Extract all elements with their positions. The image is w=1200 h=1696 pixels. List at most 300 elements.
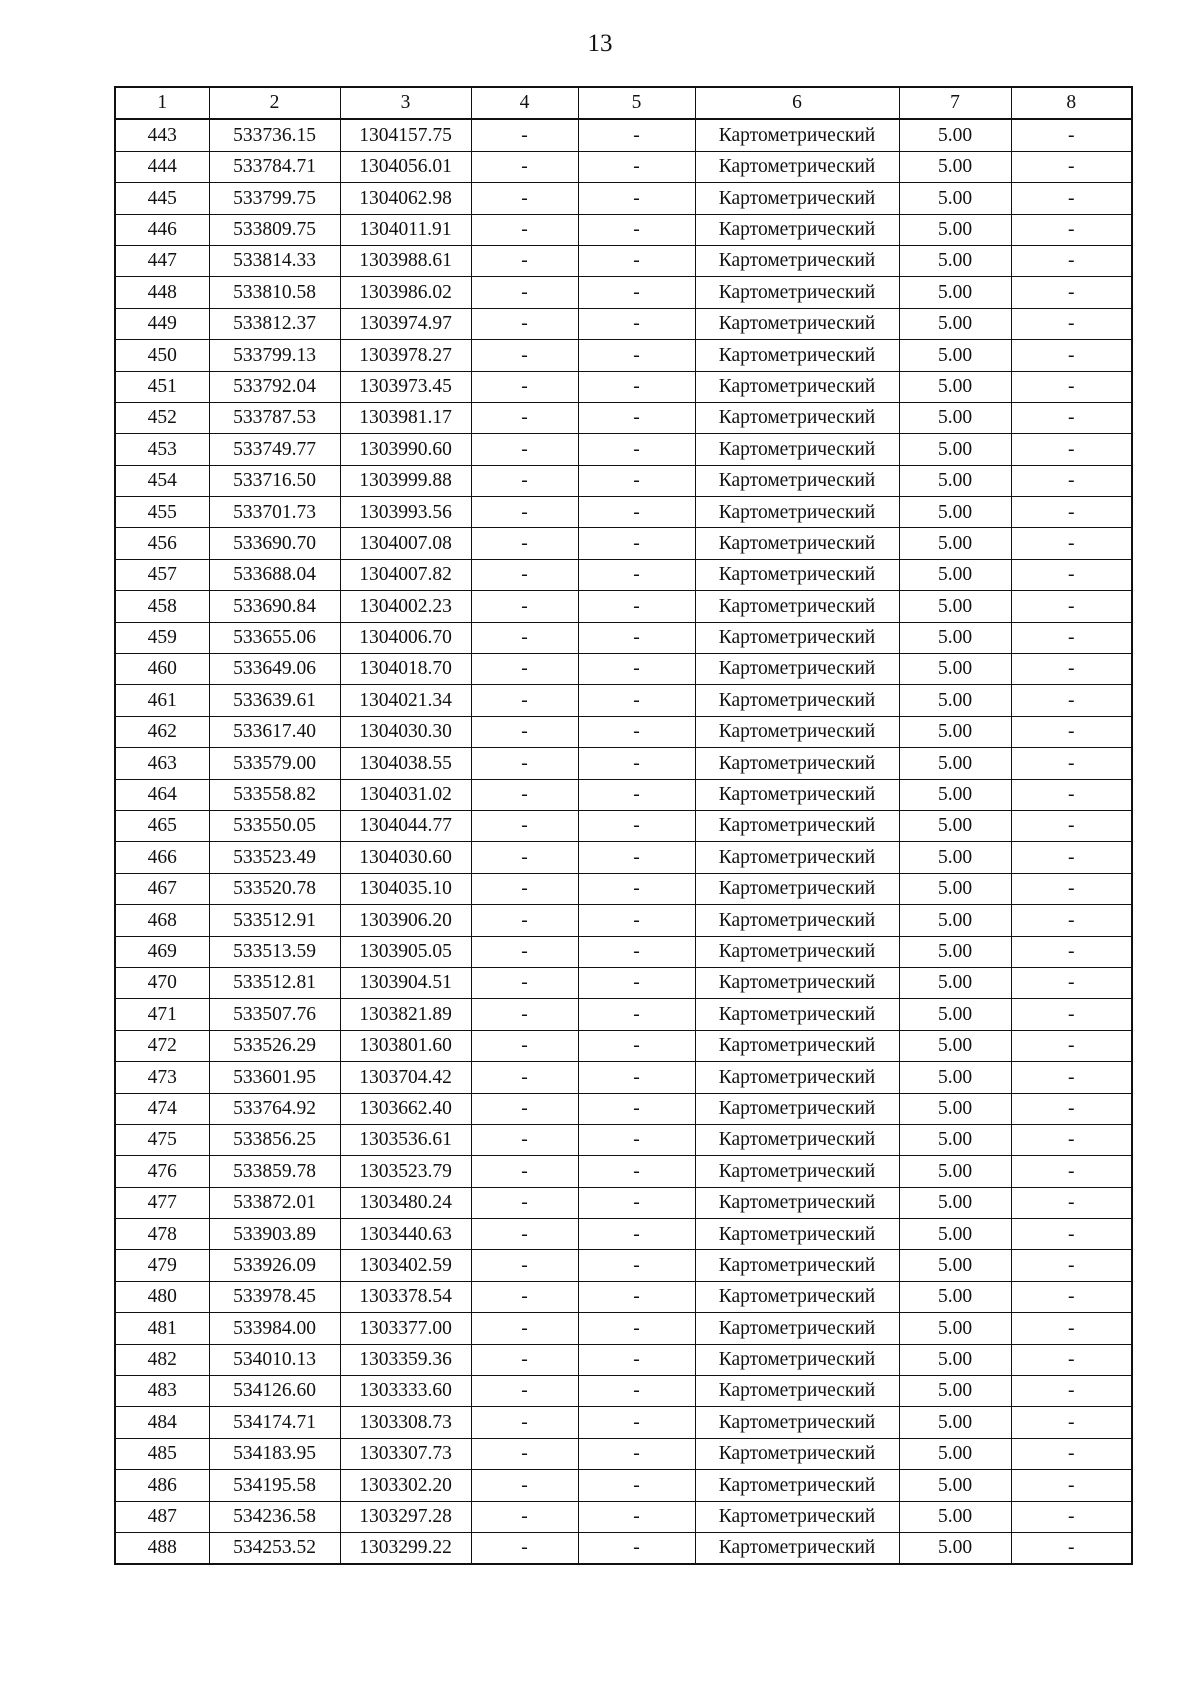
col5-cell: -	[578, 936, 695, 967]
method-cell: Картометрический	[695, 591, 899, 622]
col8-cell: -	[1011, 779, 1132, 810]
method-cell: Картометрический	[695, 1187, 899, 1218]
y-coordinate-cell: 1304056.01	[340, 151, 471, 182]
point-number-cell: 452	[115, 402, 209, 433]
point-number-cell: 473	[115, 1062, 209, 1093]
col5-cell: -	[578, 748, 695, 779]
col5-cell: -	[578, 905, 695, 936]
col4-cell: -	[471, 685, 578, 716]
col5-cell: -	[578, 1407, 695, 1438]
x-coordinate-cell: 533856.25	[209, 1124, 340, 1155]
col5-cell: -	[578, 810, 695, 841]
accuracy-cell: 5.00	[899, 340, 1011, 371]
method-cell: Картометрический	[695, 308, 899, 339]
y-coordinate-cell: 1304006.70	[340, 622, 471, 653]
col4-cell: -	[471, 245, 578, 276]
column-header: 8	[1011, 87, 1132, 119]
y-coordinate-cell: 1303377.00	[340, 1313, 471, 1344]
x-coordinate-cell: 534236.58	[209, 1501, 340, 1532]
table-row	[115, 1062, 1132, 1093]
y-coordinate-cell: 1303978.27	[340, 340, 471, 371]
accuracy-cell: 5.00	[899, 119, 1011, 151]
method-cell: Картометрический	[695, 1062, 899, 1093]
method-cell: Картометрический	[695, 1407, 899, 1438]
y-coordinate-cell: 1303662.40	[340, 1093, 471, 1124]
col4-cell: -	[471, 716, 578, 747]
col4-cell: -	[471, 1156, 578, 1187]
method-cell: Картометрический	[695, 873, 899, 904]
y-coordinate-cell: 1303906.20	[340, 905, 471, 936]
col8-cell: -	[1011, 748, 1132, 779]
point-number-cell: 467	[115, 873, 209, 904]
x-coordinate-cell: 533787.53	[209, 402, 340, 433]
accuracy-cell: 5.00	[899, 779, 1011, 810]
col8-cell: -	[1011, 967, 1132, 998]
method-cell: Картометрический	[695, 1313, 899, 1344]
x-coordinate-cell: 533809.75	[209, 214, 340, 245]
col8-cell: -	[1011, 119, 1132, 151]
point-number-cell: 459	[115, 622, 209, 653]
method-cell: Картометрический	[695, 528, 899, 559]
col8-cell: -	[1011, 905, 1132, 936]
col8-cell: -	[1011, 340, 1132, 371]
y-coordinate-cell: 1303990.60	[340, 434, 471, 465]
y-coordinate-cell: 1304157.75	[340, 119, 471, 151]
accuracy-cell: 5.00	[899, 559, 1011, 590]
y-coordinate-cell: 1304007.82	[340, 559, 471, 590]
col8-cell: -	[1011, 1219, 1132, 1250]
x-coordinate-cell: 533716.50	[209, 465, 340, 496]
col5-cell: -	[578, 277, 695, 308]
col4-cell: -	[471, 748, 578, 779]
col4-cell: -	[471, 434, 578, 465]
col8-cell: -	[1011, 371, 1132, 402]
col8-cell: -	[1011, 277, 1132, 308]
accuracy-cell: 5.00	[899, 528, 1011, 559]
accuracy-cell: 5.00	[899, 1187, 1011, 1218]
point-number-cell: 454	[115, 465, 209, 496]
point-number-cell: 475	[115, 1124, 209, 1155]
table-row	[115, 1501, 1132, 1532]
accuracy-cell: 5.00	[899, 810, 1011, 841]
accuracy-cell: 5.00	[899, 371, 1011, 402]
y-coordinate-cell: 1303988.61	[340, 245, 471, 276]
point-number-cell: 446	[115, 214, 209, 245]
point-number-cell: 469	[115, 936, 209, 967]
col5-cell: -	[578, 1376, 695, 1407]
method-cell: Картометрический	[695, 1156, 899, 1187]
table-row	[115, 245, 1132, 276]
col4-cell: -	[471, 1030, 578, 1061]
y-coordinate-cell: 1303378.54	[340, 1281, 471, 1312]
col8-cell: -	[1011, 622, 1132, 653]
method-cell: Картометрический	[695, 779, 899, 810]
col4-cell: -	[471, 905, 578, 936]
point-number-cell: 481	[115, 1313, 209, 1344]
col5-cell: -	[578, 1344, 695, 1375]
column-header: 4	[471, 87, 578, 119]
point-number-cell: 470	[115, 967, 209, 998]
col4-cell: -	[471, 151, 578, 182]
col4-cell: -	[471, 528, 578, 559]
point-number-cell: 466	[115, 842, 209, 873]
y-coordinate-cell: 1303402.59	[340, 1250, 471, 1281]
point-number-cell: 487	[115, 1501, 209, 1532]
point-number-cell: 451	[115, 371, 209, 402]
table-row	[115, 371, 1132, 402]
point-number-cell: 462	[115, 716, 209, 747]
point-number-cell: 485	[115, 1438, 209, 1469]
y-coordinate-cell: 1303480.24	[340, 1187, 471, 1218]
col8-cell: -	[1011, 1250, 1132, 1281]
table-row	[115, 497, 1132, 528]
y-coordinate-cell: 1304030.30	[340, 716, 471, 747]
col4-cell: -	[471, 119, 578, 151]
x-coordinate-cell: 533872.01	[209, 1187, 340, 1218]
method-cell: Картометрический	[695, 999, 899, 1030]
point-number-cell: 448	[115, 277, 209, 308]
col4-cell: -	[471, 591, 578, 622]
col8-cell: -	[1011, 434, 1132, 465]
col4-cell: -	[471, 1344, 578, 1375]
col4-cell: -	[471, 810, 578, 841]
y-coordinate-cell: 1303440.63	[340, 1219, 471, 1250]
x-coordinate-cell: 534183.95	[209, 1438, 340, 1469]
col8-cell: -	[1011, 873, 1132, 904]
col8-cell: -	[1011, 497, 1132, 528]
accuracy-cell: 5.00	[899, 1156, 1011, 1187]
table-row	[115, 434, 1132, 465]
col8-cell: -	[1011, 1407, 1132, 1438]
col5-cell: -	[578, 1470, 695, 1501]
accuracy-cell: 5.00	[899, 1030, 1011, 1061]
table-row	[115, 119, 1132, 151]
x-coordinate-cell: 533617.40	[209, 716, 340, 747]
point-number-cell: 456	[115, 528, 209, 559]
point-number-cell: 461	[115, 685, 209, 716]
col4-cell: -	[471, 1501, 578, 1532]
x-coordinate-cell: 534010.13	[209, 1344, 340, 1375]
method-cell: Картометрический	[695, 1344, 899, 1375]
col5-cell: -	[578, 591, 695, 622]
accuracy-cell: 5.00	[899, 591, 1011, 622]
col4-cell: -	[471, 1470, 578, 1501]
method-cell: Картометрический	[695, 465, 899, 496]
col8-cell: -	[1011, 1062, 1132, 1093]
column-header: 7	[899, 87, 1011, 119]
accuracy-cell: 5.00	[899, 685, 1011, 716]
x-coordinate-cell: 533507.76	[209, 999, 340, 1030]
col4-cell: -	[471, 402, 578, 433]
table-row	[115, 1093, 1132, 1124]
point-number-cell: 458	[115, 591, 209, 622]
table-row	[115, 1438, 1132, 1469]
col4-cell: -	[471, 214, 578, 245]
col4-cell: -	[471, 1281, 578, 1312]
point-number-cell: 472	[115, 1030, 209, 1061]
col8-cell: -	[1011, 842, 1132, 873]
method-cell: Картометрический	[695, 1030, 899, 1061]
point-number-cell: 450	[115, 340, 209, 371]
col4-cell: -	[471, 1062, 578, 1093]
col8-cell: -	[1011, 685, 1132, 716]
x-coordinate-cell: 533749.77	[209, 434, 340, 465]
accuracy-cell: 5.00	[899, 748, 1011, 779]
y-coordinate-cell: 1304062.98	[340, 183, 471, 214]
col4-cell: -	[471, 1250, 578, 1281]
method-cell: Картометрический	[695, 151, 899, 182]
accuracy-cell: 5.00	[899, 1219, 1011, 1250]
point-number-cell: 457	[115, 559, 209, 590]
point-number-cell: 444	[115, 151, 209, 182]
col8-cell: -	[1011, 214, 1132, 245]
col8-cell: -	[1011, 402, 1132, 433]
method-cell: Картометрический	[695, 1532, 899, 1564]
x-coordinate-cell: 533764.92	[209, 1093, 340, 1124]
method-cell: Картометрический	[695, 654, 899, 685]
col5-cell: -	[578, 999, 695, 1030]
table-row	[115, 842, 1132, 873]
table-row	[115, 1250, 1132, 1281]
col5-cell: -	[578, 1281, 695, 1312]
accuracy-cell: 5.00	[899, 434, 1011, 465]
col5-cell: -	[578, 1532, 695, 1564]
x-coordinate-cell: 533814.33	[209, 245, 340, 276]
x-coordinate-cell: 533903.89	[209, 1219, 340, 1250]
accuracy-cell: 5.00	[899, 465, 1011, 496]
column-header: 5	[578, 87, 695, 119]
col4-cell: -	[471, 465, 578, 496]
col8-cell: -	[1011, 1030, 1132, 1061]
table-row	[115, 1407, 1132, 1438]
method-cell: Картометрический	[695, 810, 899, 841]
accuracy-cell: 5.00	[899, 1532, 1011, 1564]
col4-cell: -	[471, 1187, 578, 1218]
col4-cell: -	[471, 1313, 578, 1344]
col4-cell: -	[471, 559, 578, 590]
method-cell: Картометрический	[695, 622, 899, 653]
accuracy-cell: 5.00	[899, 1344, 1011, 1375]
col5-cell: -	[578, 1219, 695, 1250]
y-coordinate-cell: 1303821.89	[340, 999, 471, 1030]
y-coordinate-cell: 1303308.73	[340, 1407, 471, 1438]
accuracy-cell: 5.00	[899, 1313, 1011, 1344]
x-coordinate-cell: 533701.73	[209, 497, 340, 528]
point-number-cell: 480	[115, 1281, 209, 1312]
point-number-cell: 471	[115, 999, 209, 1030]
method-cell: Картометрический	[695, 1501, 899, 1532]
col5-cell: -	[578, 654, 695, 685]
table-row	[115, 340, 1132, 371]
col8-cell: -	[1011, 1093, 1132, 1124]
col5-cell: -	[578, 434, 695, 465]
col8-cell: -	[1011, 1187, 1132, 1218]
point-number-cell: 443	[115, 119, 209, 151]
col5-cell: -	[578, 1438, 695, 1469]
column-header: 6	[695, 87, 899, 119]
table-row	[115, 999, 1132, 1030]
col5-cell: -	[578, 1250, 695, 1281]
x-coordinate-cell: 533792.04	[209, 371, 340, 402]
accuracy-cell: 5.00	[899, 1250, 1011, 1281]
x-coordinate-cell: 534195.58	[209, 1470, 340, 1501]
point-number-cell: 453	[115, 434, 209, 465]
x-coordinate-cell: 533784.71	[209, 151, 340, 182]
table-row	[115, 1219, 1132, 1250]
col5-cell: -	[578, 528, 695, 559]
x-coordinate-cell: 533550.05	[209, 810, 340, 841]
accuracy-cell: 5.00	[899, 214, 1011, 245]
table-row	[115, 905, 1132, 936]
col8-cell: -	[1011, 1344, 1132, 1375]
y-coordinate-cell: 1304007.08	[340, 528, 471, 559]
accuracy-cell: 5.00	[899, 497, 1011, 528]
y-coordinate-cell: 1303523.79	[340, 1156, 471, 1187]
table-row	[115, 528, 1132, 559]
y-coordinate-cell: 1304035.10	[340, 873, 471, 904]
accuracy-cell: 5.00	[899, 277, 1011, 308]
accuracy-cell: 5.00	[899, 622, 1011, 653]
table-row	[115, 810, 1132, 841]
col5-cell: -	[578, 371, 695, 402]
accuracy-cell: 5.00	[899, 183, 1011, 214]
y-coordinate-cell: 1303904.51	[340, 967, 471, 998]
col5-cell: -	[578, 559, 695, 590]
point-number-cell: 476	[115, 1156, 209, 1187]
x-coordinate-cell: 533512.91	[209, 905, 340, 936]
x-coordinate-cell: 533984.00	[209, 1313, 340, 1344]
y-coordinate-cell: 1304002.23	[340, 591, 471, 622]
table-row	[115, 151, 1132, 182]
col5-cell: -	[578, 183, 695, 214]
col5-cell: -	[578, 685, 695, 716]
y-coordinate-cell: 1304030.60	[340, 842, 471, 873]
x-coordinate-cell: 534174.71	[209, 1407, 340, 1438]
col5-cell: -	[578, 1093, 695, 1124]
x-coordinate-cell: 533655.06	[209, 622, 340, 653]
x-coordinate-cell: 533526.29	[209, 1030, 340, 1061]
header-row	[115, 87, 1132, 119]
col5-cell: -	[578, 842, 695, 873]
x-coordinate-cell: 533812.37	[209, 308, 340, 339]
page-number: 13	[587, 30, 613, 57]
point-number-cell: 464	[115, 779, 209, 810]
y-coordinate-cell: 1303359.36	[340, 1344, 471, 1375]
y-coordinate-cell: 1304038.55	[340, 748, 471, 779]
method-cell: Картометрический	[695, 402, 899, 433]
col8-cell: -	[1011, 1532, 1132, 1564]
col8-cell: -	[1011, 465, 1132, 496]
method-cell: Картометрический	[695, 1281, 899, 1312]
point-number-cell: 445	[115, 183, 209, 214]
table-row	[115, 214, 1132, 245]
table-row	[115, 1470, 1132, 1501]
y-coordinate-cell: 1304044.77	[340, 810, 471, 841]
col8-cell: -	[1011, 245, 1132, 276]
point-number-cell: 488	[115, 1532, 209, 1564]
col4-cell: -	[471, 936, 578, 967]
col8-cell: -	[1011, 936, 1132, 967]
col8-cell: -	[1011, 528, 1132, 559]
method-cell: Картометрический	[695, 214, 899, 245]
point-number-cell: 460	[115, 654, 209, 685]
method-cell: Картометрический	[695, 245, 899, 276]
accuracy-cell: 5.00	[899, 1062, 1011, 1093]
point-number-cell: 474	[115, 1093, 209, 1124]
y-coordinate-cell: 1303536.61	[340, 1124, 471, 1155]
x-coordinate-cell: 533520.78	[209, 873, 340, 904]
col4-cell: -	[471, 842, 578, 873]
col5-cell: -	[578, 402, 695, 433]
col5-cell: -	[578, 716, 695, 747]
col4-cell: -	[471, 497, 578, 528]
y-coordinate-cell: 1303986.02	[340, 277, 471, 308]
x-coordinate-cell: 533859.78	[209, 1156, 340, 1187]
x-coordinate-cell: 533690.84	[209, 591, 340, 622]
col5-cell: -	[578, 779, 695, 810]
col8-cell: -	[1011, 1124, 1132, 1155]
y-coordinate-cell: 1303801.60	[340, 1030, 471, 1061]
x-coordinate-cell: 533513.59	[209, 936, 340, 967]
accuracy-cell: 5.00	[899, 151, 1011, 182]
col8-cell: -	[1011, 151, 1132, 182]
method-cell: Картометрический	[695, 1093, 899, 1124]
col4-cell: -	[471, 654, 578, 685]
y-coordinate-cell: 1304018.70	[340, 654, 471, 685]
x-coordinate-cell: 534253.52	[209, 1532, 340, 1564]
table-row	[115, 277, 1132, 308]
table-row	[115, 1376, 1132, 1407]
col4-cell: -	[471, 622, 578, 653]
col5-cell: -	[578, 308, 695, 339]
x-coordinate-cell: 533601.95	[209, 1062, 340, 1093]
method-cell: Картометрический	[695, 1124, 899, 1155]
col8-cell: -	[1011, 183, 1132, 214]
col5-cell: -	[578, 1062, 695, 1093]
col8-cell: -	[1011, 1470, 1132, 1501]
table-row	[115, 779, 1132, 810]
col5-cell: -	[578, 340, 695, 371]
y-coordinate-cell: 1304011.91	[340, 214, 471, 245]
col4-cell: -	[471, 1407, 578, 1438]
col4-cell: -	[471, 999, 578, 1030]
table-row	[115, 465, 1132, 496]
method-cell: Картометрический	[695, 842, 899, 873]
method-cell: Картометрический	[695, 1470, 899, 1501]
col4-cell: -	[471, 1438, 578, 1469]
col5-cell: -	[578, 1156, 695, 1187]
y-coordinate-cell: 1303307.73	[340, 1438, 471, 1469]
method-cell: Картометрический	[695, 183, 899, 214]
col8-cell: -	[1011, 1313, 1132, 1344]
col4-cell: -	[471, 1093, 578, 1124]
col8-cell: -	[1011, 1281, 1132, 1312]
x-coordinate-cell: 533690.70	[209, 528, 340, 559]
col8-cell: -	[1011, 559, 1132, 590]
x-coordinate-cell: 533523.49	[209, 842, 340, 873]
y-coordinate-cell: 1303333.60	[340, 1376, 471, 1407]
point-number-cell: 465	[115, 810, 209, 841]
accuracy-cell: 5.00	[899, 654, 1011, 685]
y-coordinate-cell: 1303299.22	[340, 1532, 471, 1564]
method-cell: Картометрический	[695, 967, 899, 998]
x-coordinate-cell: 533799.75	[209, 183, 340, 214]
point-number-cell: 477	[115, 1187, 209, 1218]
point-number-cell: 479	[115, 1250, 209, 1281]
table-row	[115, 748, 1132, 779]
col8-cell: -	[1011, 308, 1132, 339]
method-cell: Картометрический	[695, 277, 899, 308]
